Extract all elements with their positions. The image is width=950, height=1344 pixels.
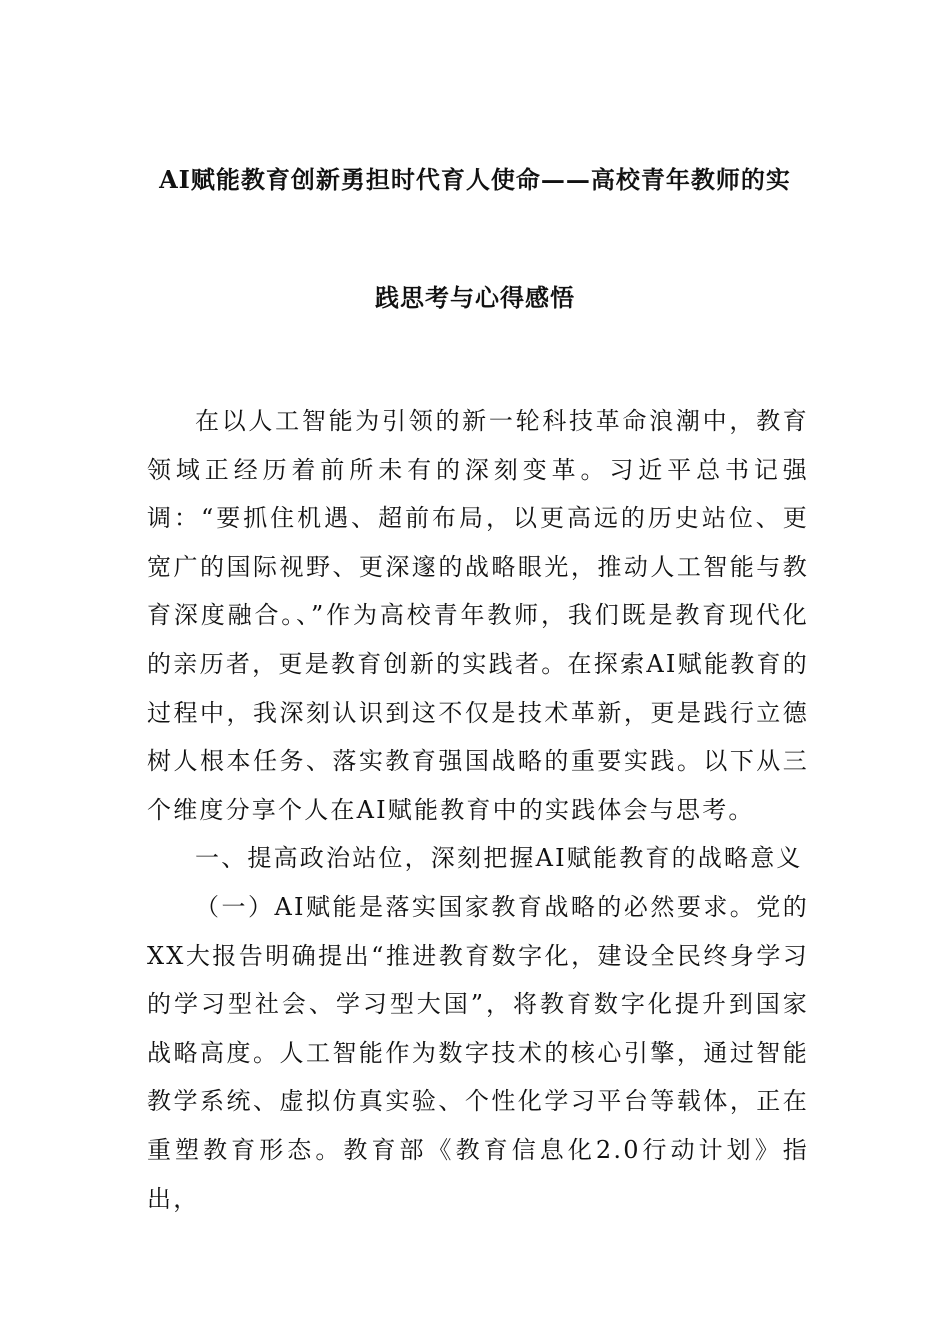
- intro-paragraph: 在以人工智能为引领的新一轮科技革命浪潮中，教育领域正经历着前所未有的深刻变革。习近平总书记强调：“要抓住机遇、超前布局，以更高远的历史站位、更宽广的国际视野、更深邃的战略眼光，推动人工智能与教育深度融合。、”作为高校青年教师，我们既是教育现代化的亲历者，更是教育创新的实践者。在探索AI赋能教育的过程中，我深刻认识到这不仅是技术革新，更是践行立德树人根本任务、落实教育强国战略的重要实践。以下从三个维度分享个人在AI赋能教育中的实践体会与思考。: [147, 407, 809, 824]
- document-body: [147, 397, 809, 1223]
- section-heading-1: 一、提高政治站位，深刻把握AI赋能教育的战略意义: [195, 844, 803, 873]
- subsection-paragraph-1: （一）AI赋能是落实国家教育战略的必然要求。党的XX大报告明确提出“推进教育数字化，建设全民终身学习的学习型社会、学习型大国”，将教育数字化提升到国家战略高度。人工智能作为数字技术的核心引擎，通过智能教学系统、虚拟仿真实验、个性化学习平台等载体，正在重塑教育形态。教育部《教育信息化2.0行动计划》指出，: [147, 892, 809, 1213]
- document-title-line-2: 践思考与心得感悟: [375, 283, 575, 312]
- document-title-line-1: AI赋能教育创新勇担时代育人使命——高校青年教师的实: [159, 165, 791, 194]
